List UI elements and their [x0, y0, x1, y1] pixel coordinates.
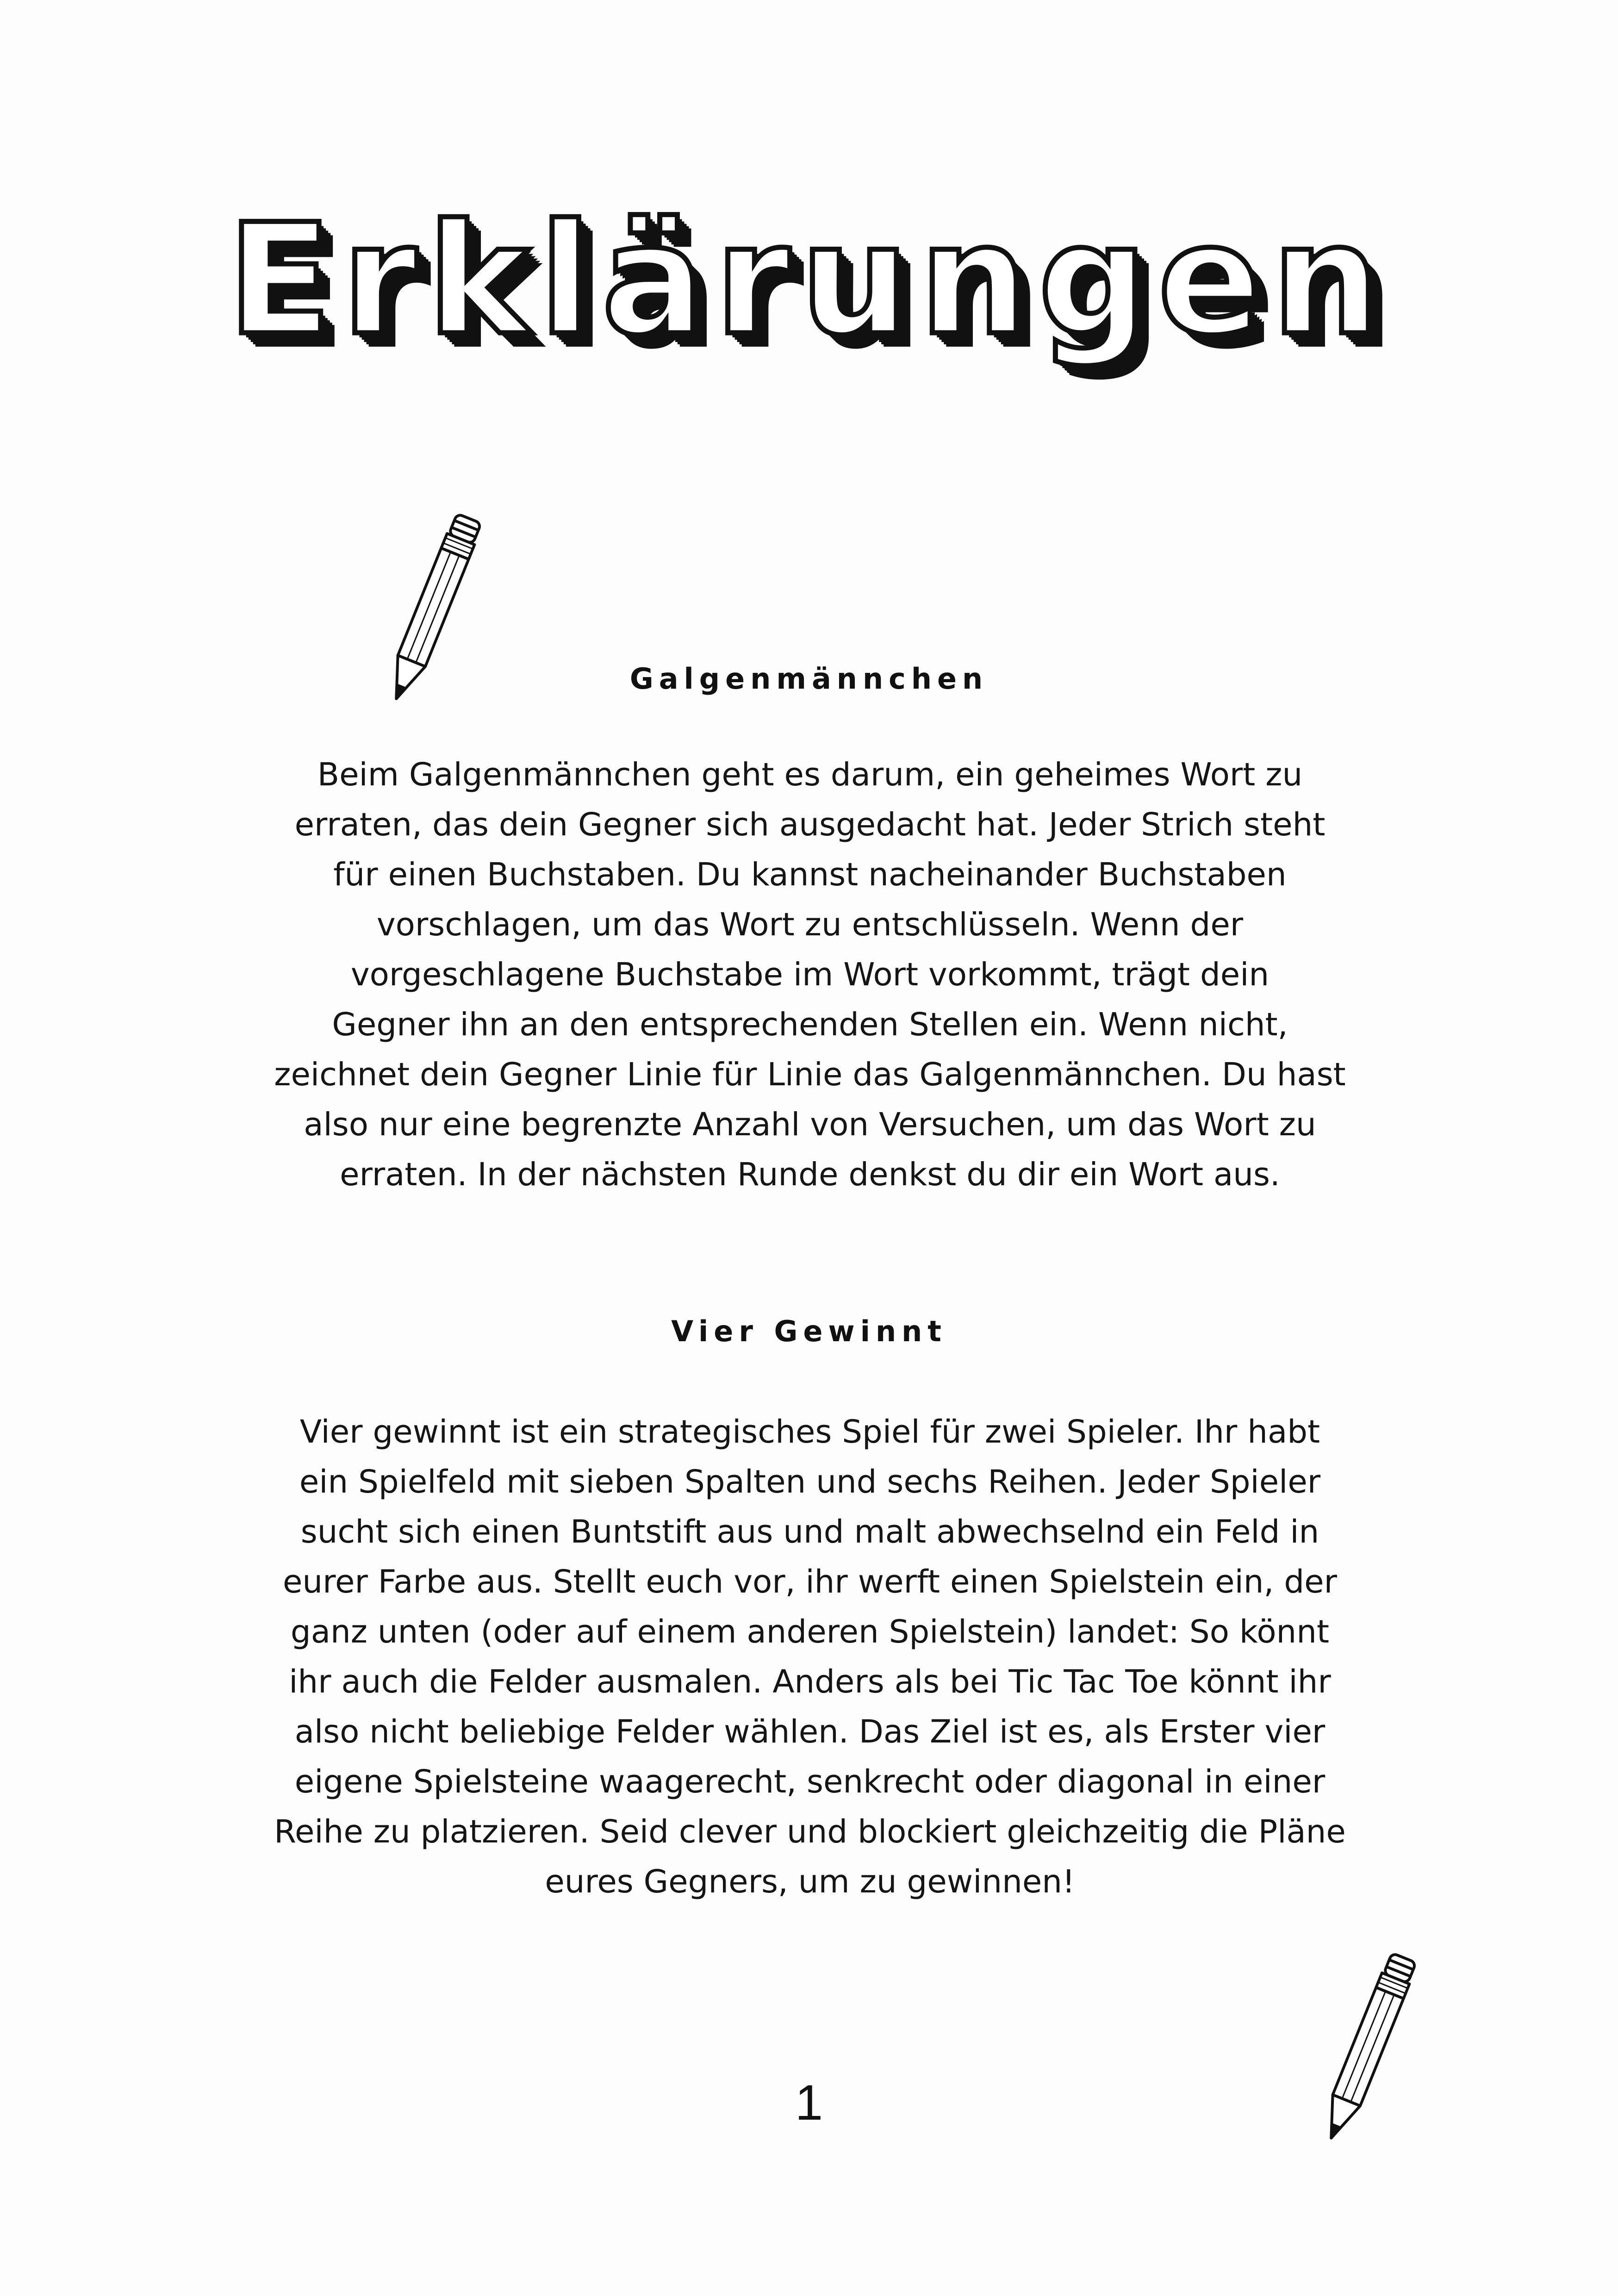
text-line: für einen Buchstaben. Du kannst nacheinander Buchstaben — [333, 856, 1287, 893]
text-line: Vier gewinnt ist ein strategisches Spiel für zwei Spieler. Ihr habt — [299, 1413, 1320, 1450]
text-line: also nur eine begrenzte Anzahl von Versuchen, um das Wort zu — [304, 1106, 1316, 1143]
pencil-icon — [1301, 1944, 1435, 2152]
page-title: Erklärungen — [227, 191, 1391, 369]
text-line: zeichnet dein Gegner Linie für Linie das Galgenmännchen. Du hast — [274, 1056, 1346, 1093]
text-line: ganz unten (oder auf einem anderen Spielstein) landet: So könnt — [290, 1613, 1330, 1650]
page-number: 1 — [795, 2074, 823, 2130]
text-line: vorschlagen, um das Wort zu entschlüsseln. Wenn der — [376, 906, 1244, 943]
text-line: Reihe zu platzieren. Seid clever und blockiert gleichzeitig die Pläne — [274, 1813, 1346, 1850]
section-heading-vier-gewinnt: Vier Gewinnt — [671, 1314, 947, 1348]
text-line: eigene Spielsteine waagerecht, senkrecht oder diagonal in einer — [294, 1763, 1326, 1800]
text-line: eures Gegners, um zu gewinnen! — [545, 1863, 1075, 1900]
text-line: Beim Galgenmännchen geht es darum, ein geheimes Wort zu — [317, 756, 1303, 793]
text-line: erraten, das dein Gegner sich ausgedacht hat. Jeder Strich steht — [294, 806, 1326, 843]
text-line: sucht sich einen Buntstift aus und malt abwechselnd ein Feld in — [300, 1513, 1319, 1550]
text-line: eurer Farbe aus. Stellt euch vor, ihr werft einen Spielstein ein, der — [282, 1563, 1337, 1600]
section-text-vier-gewinnt — [241, 1407, 1379, 1907]
section-heading-galgenmaennchen: Galgenmännchen — [629, 662, 989, 696]
section-text-galgenmaennchen — [241, 750, 1379, 1200]
text-line: also nicht beliebige Felder wählen. Das Ziel ist es, als Erster vier — [294, 1713, 1326, 1750]
text-line: ihr auch die Felder ausmalen. Anders als bei Tic Tac Toe könnt ihr — [289, 1663, 1331, 1700]
text-line: erraten. In der nächsten Runde denkst du dir ein Wort aus. — [340, 1156, 1280, 1193]
text-line: ein Spielfeld mit sieben Spalten und sechs Reihen. Jeder Spieler — [299, 1463, 1321, 1500]
text-line: Gegner ihn an den entsprechenden Stellen ein. Wenn nicht, — [332, 1006, 1288, 1043]
text-line: vorgeschlagene Buchstabe im Wort vorkommt, trägt dein — [350, 956, 1270, 993]
